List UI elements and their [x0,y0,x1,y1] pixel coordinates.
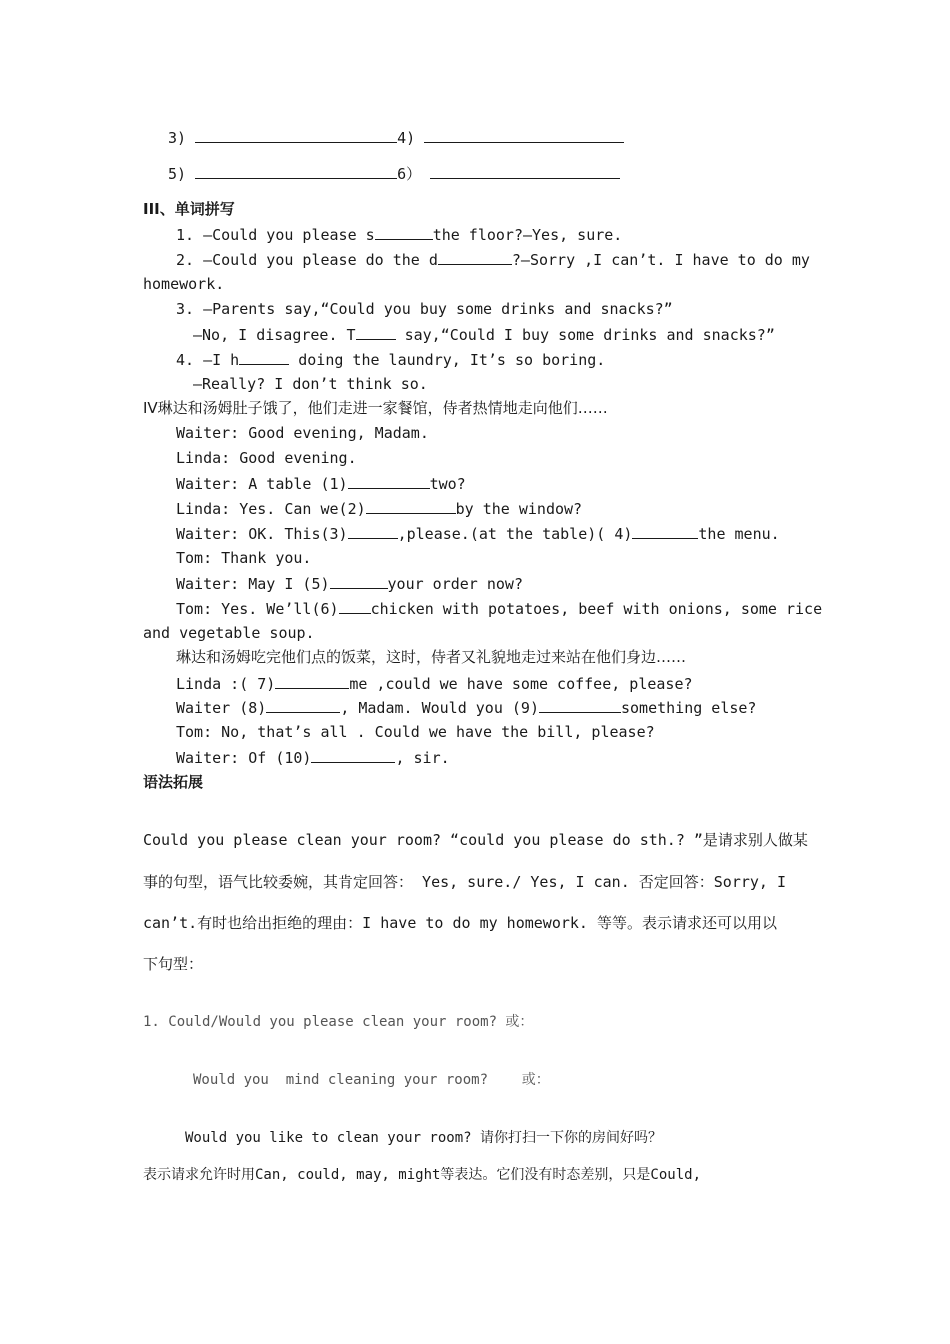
dialog-line-2: Linda: Good evening. [176,449,357,467]
answer-number-4: 4) [397,129,416,147]
answer-blank-3 [195,128,397,143]
answer-blank-5 [195,164,397,179]
dialog-line-4: Linda: Yes. Can we(2) by the window? [176,500,583,518]
spelling-q1: 1. —Could you please s the floor?—Yes, sure. [176,226,623,244]
answer-line-3-4 [168,128,624,147]
grammar-example-1: 1. Could/Would you please clean your room? 或： [143,1014,534,1030]
dialog-narration: 琳达和汤姆吃完他们点的饭菜，这时，侍者又礼貌地走过来站在他们身边…… [176,648,687,666]
dialog-line-12: Waiter (8) , Madam. Would you (9) something else? [176,699,757,717]
dialog-line-11: Linda :( 7) me ,could we have some coffee, please? [176,675,693,693]
dialog-line-14: Waiter: Of (10) , sir. [176,749,450,767]
grammar-para-line-4: 下句型： [143,955,204,973]
answer-number-6: 6） [397,165,422,183]
dialog-line-6: Tom: Thank you. [176,549,312,567]
dialog-line-7: Waiter: May I (5) your order now? [176,575,523,593]
answer-blank-4 [424,128,624,143]
answer-line-5-6 [168,164,620,183]
grammar-example-3: Would you like to clean your room? 请你打扫一下你的房间好吗？ [185,1130,663,1146]
grammar-para-line-3: can’t.有时也给出拒绝的理由：I have to do my homework. 等等。表示请求还可以用以 [143,914,777,932]
grammar-title: 语法拓展 [143,773,204,791]
answer-number-3: 3) [168,129,187,147]
spelling-q2-cont: homework. [143,275,225,293]
section-4-title: IV琳达和汤姆肚子饿了，他们走进一家餐馆，侍者热情地走向他们…… [143,399,608,417]
dialog-line-8: Tom: Yes. We’ll(6) chicken with potatoes, beef with onions, some rice [176,600,823,618]
spelling-q4-cont: —Really? I don’t think so. [193,375,428,393]
answer-blank-6 [430,164,620,179]
dialog-line-1: Waiter: Good evening, Madam. [176,424,429,442]
spelling-q3-cont: —No, I disagree. T say,“Could I buy some drinks and snacks?” [193,326,775,344]
dialog-line-9: and vegetable soup. [143,624,315,642]
spelling-q3: 3. —Parents say,“Could you buy some drinks and snacks?” [176,300,673,318]
dialog-line-3: Waiter: A table (1) two? [176,475,466,493]
answer-number-5: 5) [168,165,187,183]
grammar-example-2: Would you mind cleaning your room? 或： [193,1072,550,1088]
spelling-q4: 4. —I h doing the laundry, It’s so boring. [176,351,606,369]
grammar-para-line-1: Could you please clean your room? “could you please do sth.? ”是请求别人做某 [143,831,808,849]
section-3-title: III、单词拼写 [143,200,235,218]
dialog-line-5: Waiter: OK. This(3) ,please.(at the table)( 4) the menu. [176,525,780,543]
spelling-q2: 2. —Could you please do the d ?—Sorry ,I can’t. I have to do my [176,251,810,269]
dialog-line-13: Tom: No, that’s all . Could we have the bill, please? [176,723,655,741]
grammar-para-line-2: 事的句型，语气比较委婉，其肯定回答： Yes, sure./ Yes, I can. 否定回答：Sorry, I [143,873,787,891]
grammar-example-4: 表示请求允许时用Can, could, may, might等表达。它们没有时态差别，只是Could, [143,1167,702,1183]
